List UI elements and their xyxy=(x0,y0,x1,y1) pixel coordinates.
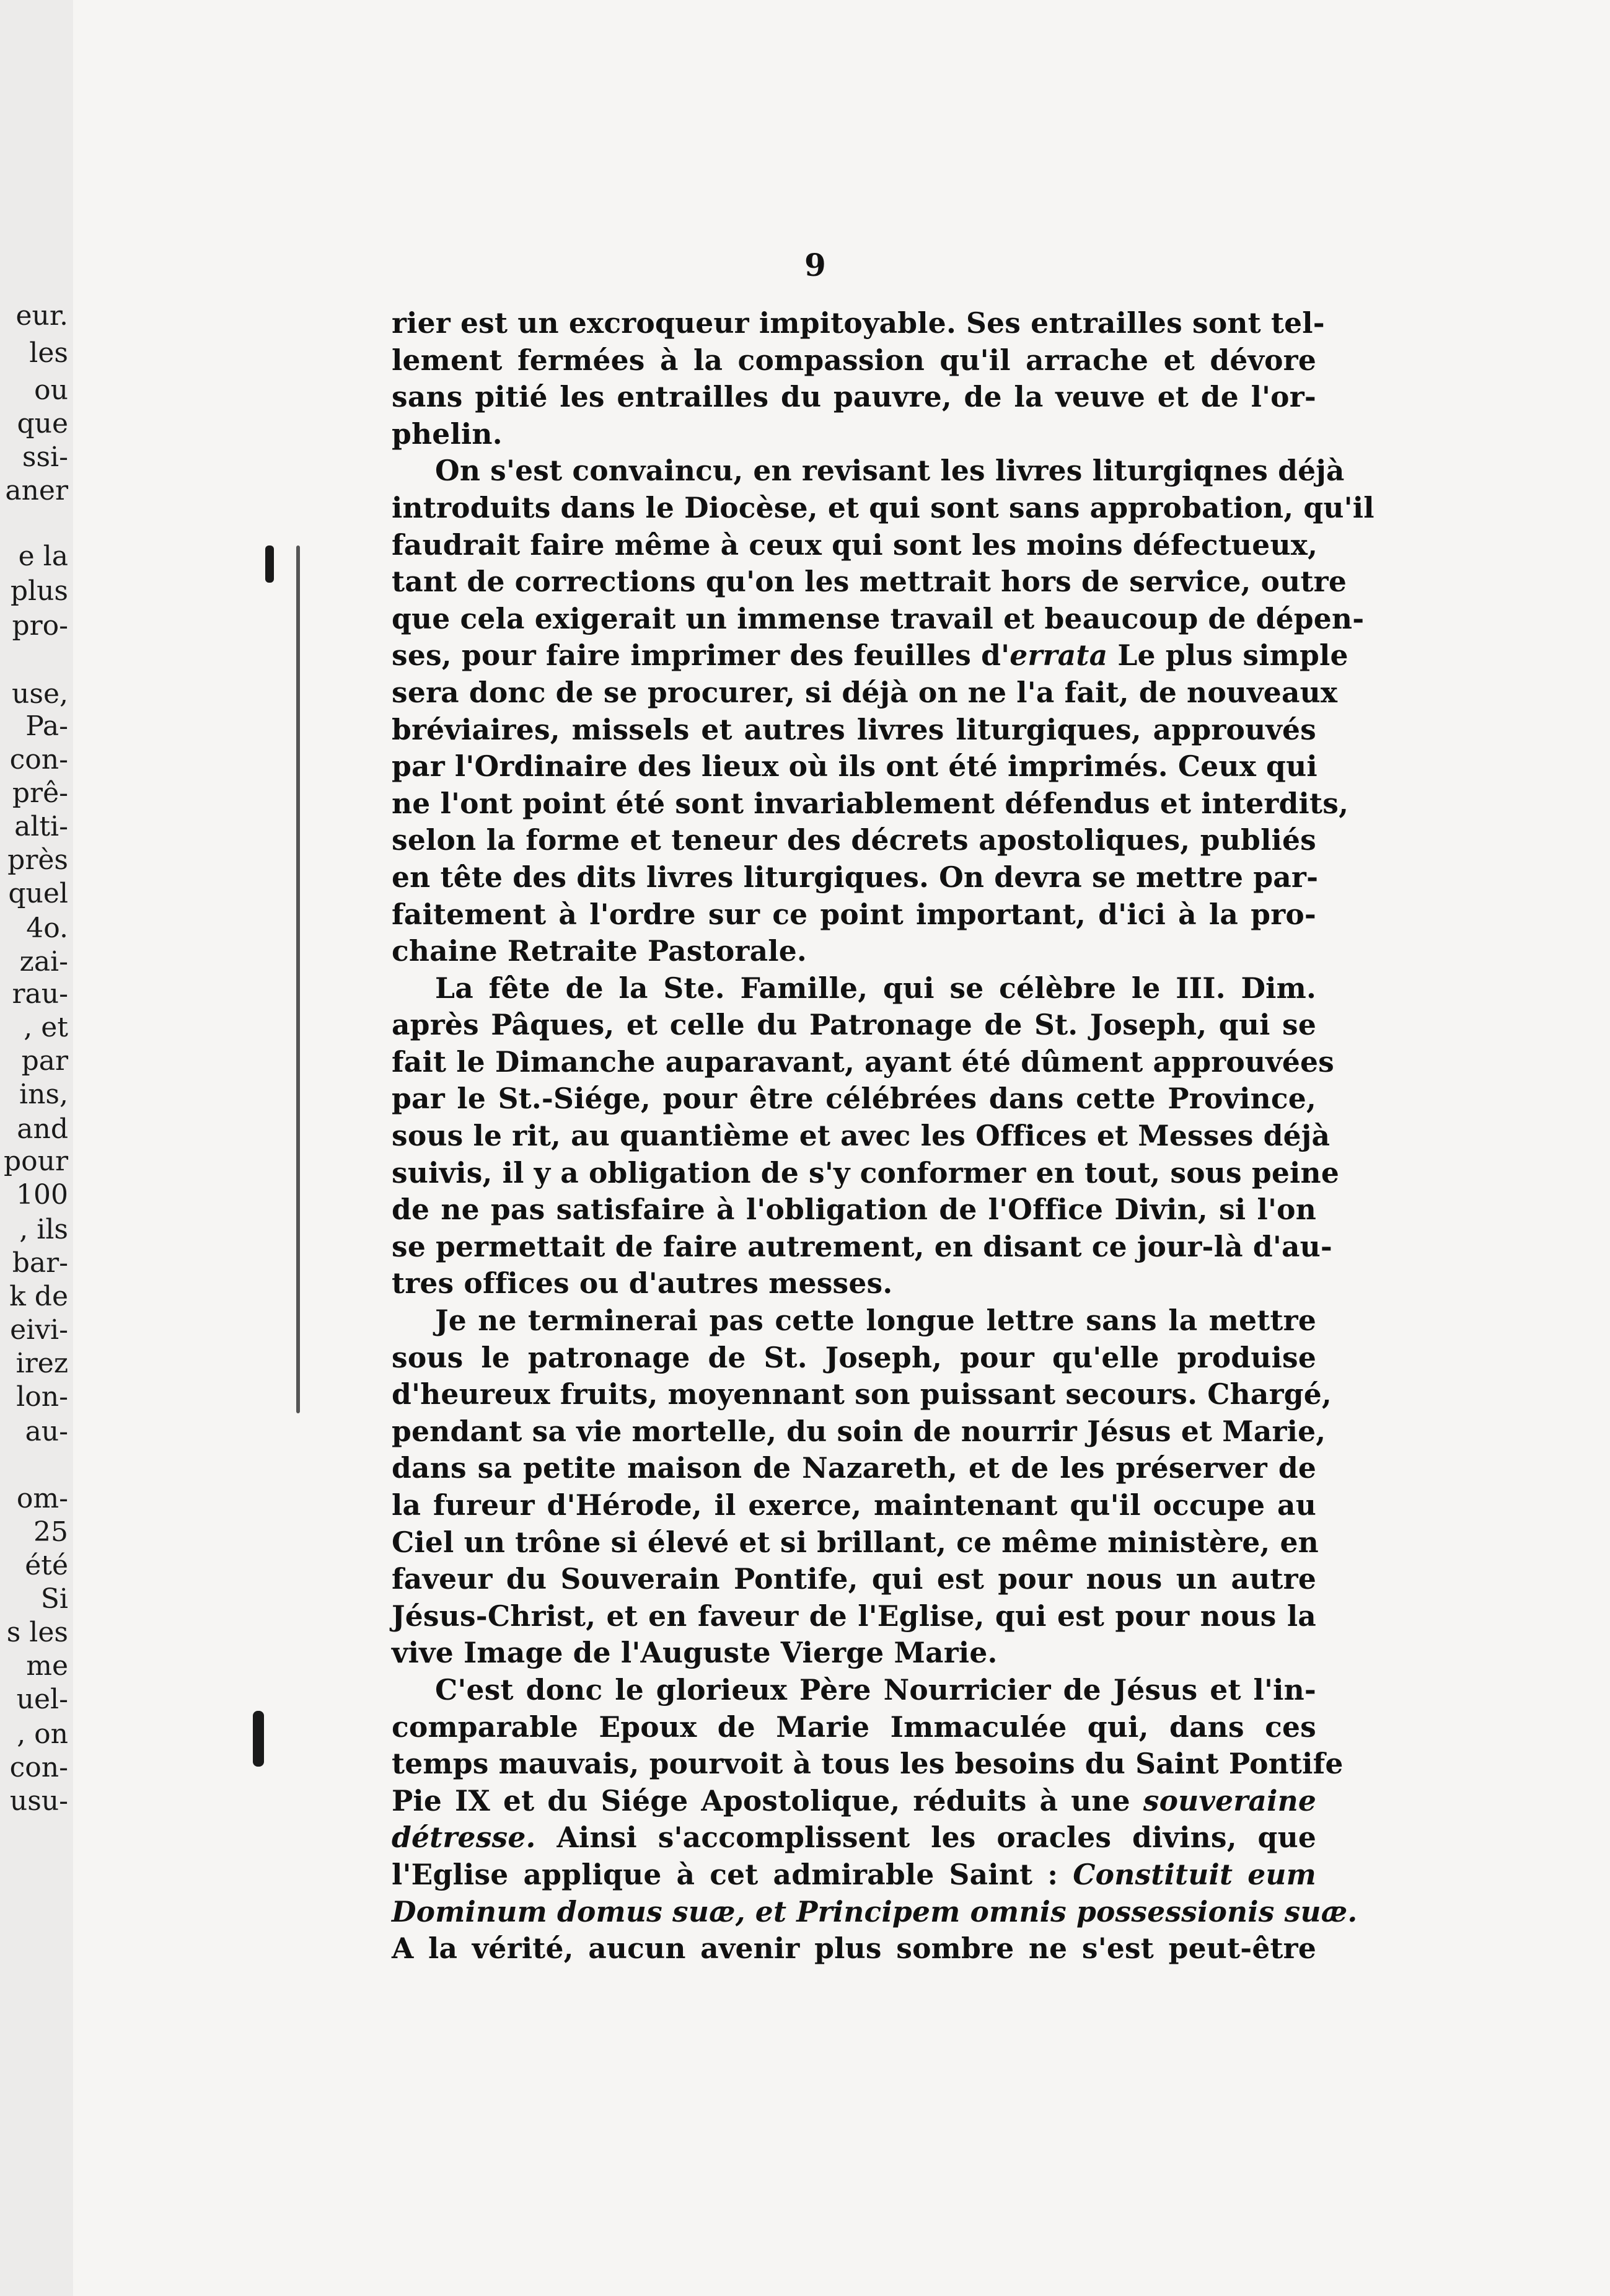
text-line: chaine Retraite Pastorale. xyxy=(392,934,807,968)
text-line: A la vérité, aucun avenir plus sombre ne s'est peut-être xyxy=(392,1932,1316,1966)
margin-fragment: rau- xyxy=(12,978,68,1010)
text-line: vive Image de l'Auguste Vierge Marie. xyxy=(392,1636,998,1670)
text-line: faveur du Souverain Pontife, qui est pour nous un autre xyxy=(392,1562,1316,1596)
margin-fragment: que xyxy=(17,408,68,439)
text-line: suivis, il y a obligation de s'y conformer en tout, sous peine xyxy=(392,1155,1339,1190)
text-line: temps mauvais, pourvoit à tous les besoins du Saint Pontife xyxy=(392,1747,1344,1781)
text-line: d'heureux fruits, moyennant son puissant secours. Chargé, xyxy=(392,1377,1332,1411)
text-run: ses, pour faire imprimer des feuilles d' xyxy=(392,638,1010,673)
text-line xyxy=(392,1783,1316,1820)
margin-fragment: zai- xyxy=(19,946,68,978)
margin-fragment: me xyxy=(26,1650,68,1682)
text-line: phelin. xyxy=(392,417,503,451)
text-line: bréviaires, missels et autres livres liturgiques, approuvés xyxy=(392,712,1316,746)
text-run: Le plus simple xyxy=(1107,638,1348,673)
body-text xyxy=(392,305,1375,1967)
margin-fragment: près xyxy=(7,844,68,876)
text-line xyxy=(392,1857,1316,1894)
text-line xyxy=(392,1819,1316,1857)
text-line: sous le rit, au quantième et avec les Offices et Messes déjà xyxy=(392,1119,1331,1153)
margin-fragment: , ils xyxy=(19,1214,68,1245)
margin-fragment: and xyxy=(17,1113,68,1145)
text-line: selon la forme et teneur des décrets apostoliques, publiés xyxy=(392,823,1316,857)
text-line: par le St.-Siége, pour être célébrées dans cette Province, xyxy=(392,1082,1316,1116)
margin-fragment: aner xyxy=(5,475,68,506)
margin-fragment: alti- xyxy=(14,811,68,842)
margin-fragment: pour xyxy=(3,1146,68,1177)
margin-fragment: plus xyxy=(10,575,68,607)
margin-fragment: irez xyxy=(15,1348,68,1379)
text-line: Jésus-Christ, et en faveur de l'Eglise, qui est pour nous la xyxy=(392,1599,1316,1633)
text-line: en tête des dits livres liturgiques. On devra se mettre par- xyxy=(392,860,1319,894)
text-line: faitement à l'ordre sur ce point important, d'ici à la pro- xyxy=(392,897,1316,931)
margin-fragment: , et xyxy=(24,1012,68,1043)
italic-text: Constituit eum xyxy=(1073,1857,1316,1891)
text-line: comparable Epoux de Marie Immaculée qui, dans ces xyxy=(392,1710,1316,1744)
margin-fragment: été xyxy=(25,1550,68,1581)
margin-fragment: eivi- xyxy=(10,1314,68,1346)
margin-fragment: 4o. xyxy=(26,912,68,944)
margin-fragment: ssi- xyxy=(22,441,68,473)
italic-text: souveraine xyxy=(1143,1783,1316,1817)
text-line: introduits dans le Diocèse, et qui sont sans approbation, qu'il xyxy=(392,490,1375,524)
text-line: fait le Dimanche auparavant, ayant été dûment approuvées xyxy=(392,1044,1334,1079)
margin-fragment: prê- xyxy=(12,777,68,809)
text-line: sous le patronage de St. Joseph, pour qu'elle produise xyxy=(392,1340,1316,1374)
page-number: 9 xyxy=(804,247,826,283)
binding-mark xyxy=(253,1711,264,1767)
margin-fragment: les xyxy=(29,337,68,369)
book-page xyxy=(73,0,1610,2296)
text-line: ne l'ont point été sont invariablement défendus et interdits, xyxy=(392,786,1349,820)
text-line: sans pitié les entrailles du pauvre, de la veuve et de l'or- xyxy=(392,380,1316,414)
text-line: la fureur d'Hérode, il exerce, maintenant qu'il occupe au xyxy=(392,1488,1316,1522)
facing-page-edge xyxy=(0,0,73,2296)
margin-fragment: e la xyxy=(18,541,68,572)
text-line: Ciel un trône si élevé et si brillant, ce même ministère, en xyxy=(392,1525,1319,1559)
text-line: tres offices ou d'autres messes. xyxy=(392,1266,893,1300)
margin-fragment: pro- xyxy=(12,610,68,642)
text-line: par l'Ordinaire des lieux où ils ont été imprimés. Ceux qui xyxy=(392,749,1317,784)
text-line: sera donc de se procurer, si déjà on ne l'a fait, de nouveaux xyxy=(392,675,1338,709)
text-line: rier est un excroqueur impitoyable. Ses entrailles sont tel- xyxy=(392,306,1325,340)
text-line: faudrait faire même à ceux qui sont les moins défectueux, xyxy=(392,528,1318,562)
margin-fragment: uel- xyxy=(16,1684,68,1715)
margin-fragment: om- xyxy=(16,1483,68,1514)
text-line: tant de corrections qu'on les mettrait hors de service, outre xyxy=(392,565,1347,599)
text-line: La fête de la Ste. Famille, qui se célèbre le III. Dim. xyxy=(435,971,1316,1005)
text-run: Ainsi s'accomplissent les oracles divins, que xyxy=(535,1821,1316,1855)
binding-mark xyxy=(265,545,274,583)
text-line: de ne pas satisfaire à l'obligation de l'Office Divin, si l'on xyxy=(392,1193,1316,1227)
margin-fragment: lon- xyxy=(16,1381,68,1413)
margin-fragment: usu- xyxy=(9,1785,68,1817)
margin-fragment: use, xyxy=(12,678,68,710)
text-run: Pie IX et du Siége Apostolique, réduits à une xyxy=(392,1783,1143,1817)
margin-fragment: au- xyxy=(25,1416,68,1447)
margin-fragment: Si xyxy=(40,1583,68,1615)
text-line: se permettait de faire autrement, en disant ce jour-là d'au- xyxy=(392,1229,1333,1263)
gutter-shadow xyxy=(296,545,300,1413)
text-line: C'est donc le glorieux Père Nourricier de Jésus et l'in- xyxy=(435,1672,1316,1707)
margin-fragment: ins, xyxy=(19,1079,68,1110)
margin-fragment: k de xyxy=(9,1281,68,1312)
text-line: que cela exigerait un immense travail et beaucoup de dépen- xyxy=(392,601,1365,635)
margin-fragment: s les xyxy=(6,1617,68,1648)
margin-fragment: 100 xyxy=(16,1179,68,1211)
italic-text: errata xyxy=(1010,638,1108,673)
text-run: l'Eglise applique à cet admirable Saint : xyxy=(392,1857,1073,1891)
text-line xyxy=(392,637,1348,674)
margin-fragment: con- xyxy=(9,1752,68,1783)
text-line xyxy=(392,1894,1358,1931)
margin-fragment: ou xyxy=(34,374,68,406)
margin-fragment: eur. xyxy=(15,300,68,332)
margin-fragment: Pa- xyxy=(25,710,68,742)
italic-text: Dominum domus suæ, et Principem omnis possessionis suæ. xyxy=(392,1894,1358,1928)
margin-fragment: 25 xyxy=(33,1516,68,1548)
text-line: dans sa petite maison de Nazareth, et de les préserver de xyxy=(392,1451,1316,1485)
margin-fragment: , on xyxy=(17,1718,68,1750)
text-line: Je ne terminerai pas cette longue lettre sans la mettre xyxy=(435,1304,1316,1338)
text-line: pendant sa vie mortelle, du soin de nourrir Jésus et Marie, xyxy=(392,1414,1326,1448)
margin-fragment: bar- xyxy=(12,1247,68,1279)
text-line: lement fermées à la compassion qu'il arrache et dévore xyxy=(392,343,1316,377)
margin-fragment: con- xyxy=(9,744,68,775)
italic-text: détresse. xyxy=(392,1821,536,1855)
margin-fragment: par xyxy=(21,1045,68,1077)
text-line: On s'est convaincu, en revisant les livres liturgiqnes déjà xyxy=(435,454,1345,488)
text-line: après Pâques, et celle du Patronage de St. Joseph, qui se xyxy=(392,1008,1316,1042)
margin-fragment: quel xyxy=(8,878,68,909)
